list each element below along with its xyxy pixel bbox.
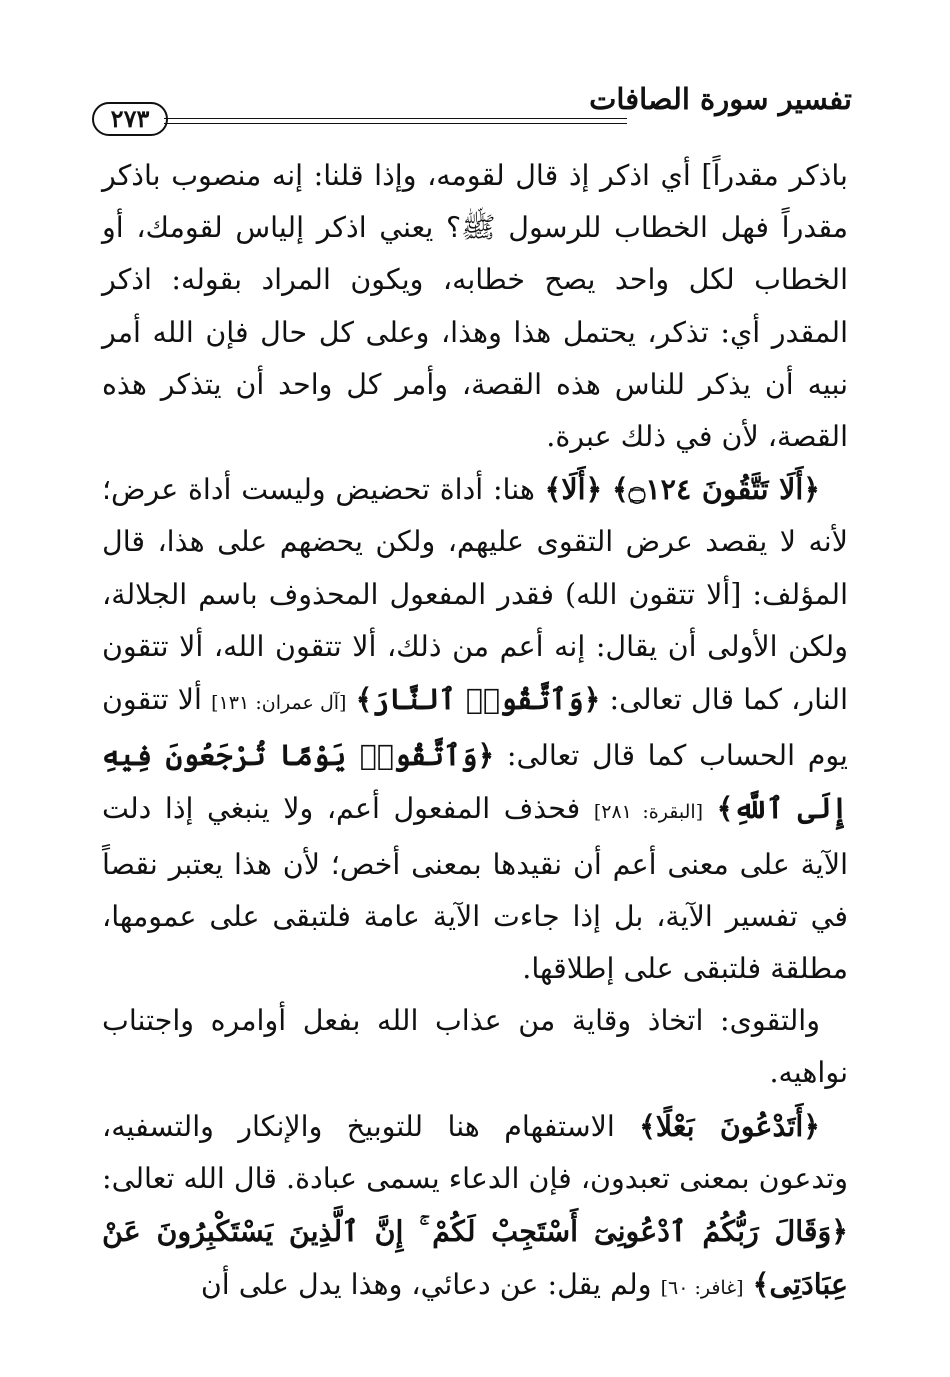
paragraph-text xyxy=(703,792,717,825)
paragraph-text: هنا: أداة تحضيض وليست أداة عرض؛ لأنه لا يقصد عرض التقوى عليهم، ولكن يحضهم على هذا، قال المؤلف: [ألا تتقون الله) فقدر المفعول المحذوف باسم الجلالة، ولكن الأولى أن يقال: إنه أعم من ذلك، ألا تتقون الله، ألا تتقون النار، كما قال تعالى: xyxy=(102,473,848,717)
running-title: تفسير سورة الصافات xyxy=(589,82,852,116)
paragraph-text xyxy=(602,473,612,506)
quran-verse: ﴿وَٱتَّقُوا۟ ٱلنَّارَ﴾ xyxy=(355,682,601,717)
verse-reference: [آل عمران: ١٣١] xyxy=(211,692,347,715)
quran-verse: ﴿أَلَا﴾ xyxy=(544,472,603,507)
paragraph-text xyxy=(346,683,355,716)
paragraph xyxy=(102,1100,848,1315)
verse-reference: [البقرة: ٢٨١] xyxy=(593,801,704,824)
paragraph-text: ألا تتقون يوم الحساب كما قال تعالى: xyxy=(102,683,848,773)
paragraph-text xyxy=(744,1268,753,1301)
quran-verse: ﴿أَتَدْعُونَ بَعْلًا﴾ xyxy=(639,1108,820,1143)
paragraph xyxy=(102,463,848,995)
verse-reference: [غافر: ٦٠] xyxy=(660,1277,744,1300)
quran-verse: ﴿وَٱتَّقُوا۟ يَوْمًا تُرْجَعُونَ فِيهِ إِلَى ٱللَّهِ﴾ xyxy=(102,738,848,826)
paragraph-text: الاستفهام هنا للتوبيخ والإنكار والتسفيه، وتدعون بمعنى تعبدون، فإن الدعاء يسمى عبادة. قال الله تعالى: xyxy=(102,1109,848,1195)
header-rule-double xyxy=(164,123,627,124)
paragraph-text: والتقوى: اتخاذ وقاية من عذاب الله بفعل أوامره واجتناب نواهيه. xyxy=(102,1004,848,1090)
paragraph xyxy=(102,995,848,1099)
page-header xyxy=(92,80,852,140)
paragraph-text: ولم يقل: عن دعائي، وهذا يدل على أن xyxy=(200,1268,661,1302)
paragraph-text: فحذف المفعول أعم، ولا ينبغي إذا دلت الآية على معنى أعم أن نقيدها بمعنى أخص؛ لأن هذا يعتبر نقصاً في تفسير الآية، بل إذا جاءت الآية عامة فلتبقى على عمومها، مطلقة فلتبقى على إطلاقها. xyxy=(102,792,848,986)
paragraph xyxy=(102,150,848,463)
body-text xyxy=(102,150,848,1314)
page-number: ٢٧٣ xyxy=(110,104,150,133)
quran-verse: ﴿أَلَا تَتَّقُونَ ۝١٢٤﴾ xyxy=(611,472,821,507)
paragraph-text: باذكر مقدراً] أي اذكر إذ قال لقومه، وإذا قلنا: إنه منصوب باذكر مقدراً فهل الخطاب للرسول ﷺ؟ يعني اذكر إلياس لقومك، أو الخطاب لكل واحد يصح خطابه، ويكون المراد بقوله: اذكر المقدر أي: تذكر، يحتمل هذا وهذا، وعلى كل حال فإن الله أمر نبيه أن يذكر للناس هذه القصة، وأمر كل واحد أن يتذكر هذه القصة، لأن في ذلك عبرة. xyxy=(102,159,848,454)
page-number-frame xyxy=(92,102,168,136)
header-rule xyxy=(164,118,627,119)
quran-verse: ﴿وَقَالَ رَبُّكُمُ ٱدْعُونِىٓ أَسْتَجِبْ لَكُمْ ۚ إِنَّ ٱلَّذِينَ يَسْتَكْبِرُونَ عَنْ عِبَادَتِى﴾ xyxy=(102,1214,848,1302)
